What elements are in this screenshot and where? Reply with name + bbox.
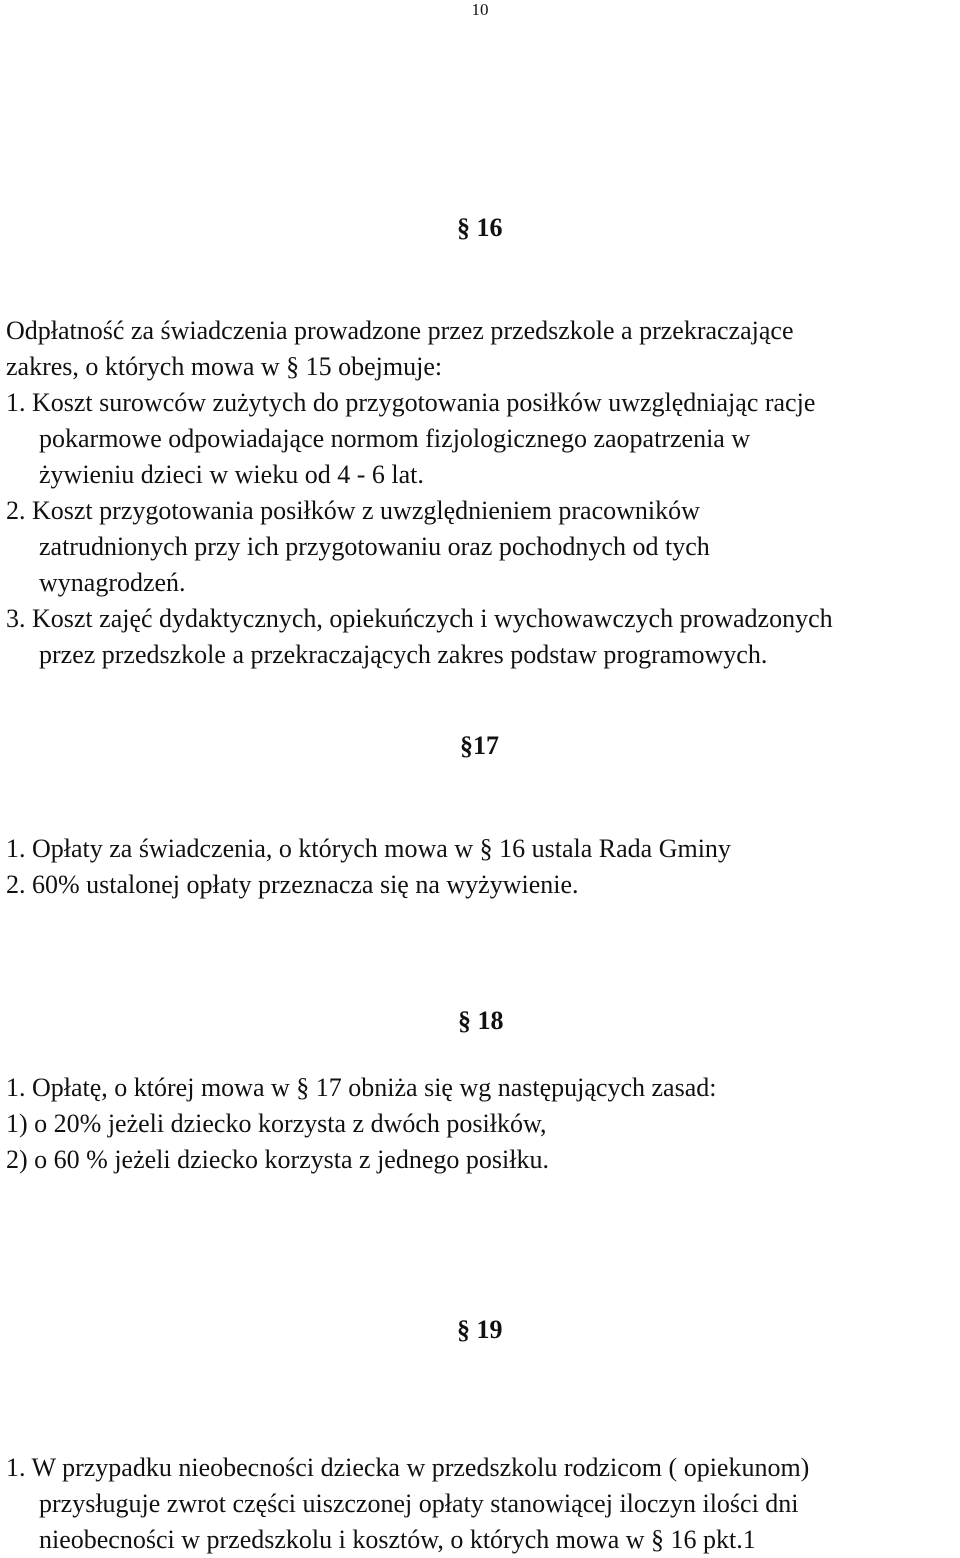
- section-18-text: [6, 1070, 956, 1178]
- list-item-line: żywieniu dzieci w wieku od 4 - 6 lat.: [39, 460, 424, 489]
- list-item-line: 1. Opłaty za świadczenia, o których mowa w § 16 ustala Rada Gminy: [6, 834, 731, 863]
- section-17-text: [6, 831, 956, 903]
- section-mark: §: [457, 213, 470, 242]
- list-item-line: przysługuje zwrot części uiszczonej opłaty stanowiącej iloczyn ilości dni: [39, 1489, 799, 1518]
- section-number: 18: [477, 1006, 504, 1035]
- list-item-line: nieobecności w przedszkolu i kosztów, o których mowa w § 16 pkt.1: [39, 1525, 756, 1554]
- list-item-line: 2. Koszt przygotowania posiłków z uwzględnieniem pracowników: [6, 496, 700, 525]
- section-mark: §: [460, 731, 473, 760]
- list-item-line: 1. Opłatę, o której mowa w § 17 obniża się wg następujących zasad:: [6, 1073, 717, 1102]
- list-item-line: pokarmowe odpowiadające normom fizjologicznego zaopatrzenia w: [39, 424, 751, 453]
- list-item-line: 1) o 20% jeżeli dziecko korzysta z dwóch posiłków,: [6, 1109, 547, 1138]
- section-number: 17: [473, 731, 499, 760]
- section-heading-16: [457, 210, 503, 246]
- section-heading-17: [460, 728, 499, 764]
- page-number: 10: [471, 0, 489, 19]
- section-heading-19: [457, 1312, 503, 1348]
- section-19-text: [6, 1450, 956, 1558]
- section-mark: §: [458, 1006, 471, 1035]
- list-item-line: przez przedszkole a przekraczających zakres podstaw programowych.: [39, 640, 768, 669]
- list-item-line: 1. W przypadku nieobecności dziecka w przedszkolu rodzicom ( opiekunom): [6, 1453, 810, 1482]
- list-item-line: 2. 60% ustalonej opłaty przeznacza się na wyżywienie.: [6, 870, 579, 899]
- section-number: 19: [476, 1315, 503, 1344]
- list-item-line: 1. Koszt surowców zużytych do przygotowania posiłków uwzględniając racje: [6, 388, 816, 417]
- section-heading-18: [458, 1003, 504, 1039]
- section-16-text: [6, 313, 956, 673]
- paragraph-line: Odpłatność za świadczenia prowadzone przez przedszkole a przekraczające: [6, 316, 794, 345]
- list-item-line: wynagrodzeń.: [39, 568, 186, 597]
- section-mark: §: [457, 1315, 470, 1344]
- list-item-line: zatrudnionych przy ich przygotowaniu oraz pochodnych od tych: [39, 532, 710, 561]
- list-item-line: 2) o 60 % jeżeli dziecko korzysta z jednego posiłku.: [6, 1145, 549, 1174]
- list-item-line: 3. Koszt zajęć dydaktycznych, opiekuńczych i wychowawczych prowadzonych: [6, 604, 833, 633]
- section-number: 16: [476, 213, 503, 242]
- paragraph-line: zakres, o których mowa w § 15 obejmuje:: [6, 352, 443, 381]
